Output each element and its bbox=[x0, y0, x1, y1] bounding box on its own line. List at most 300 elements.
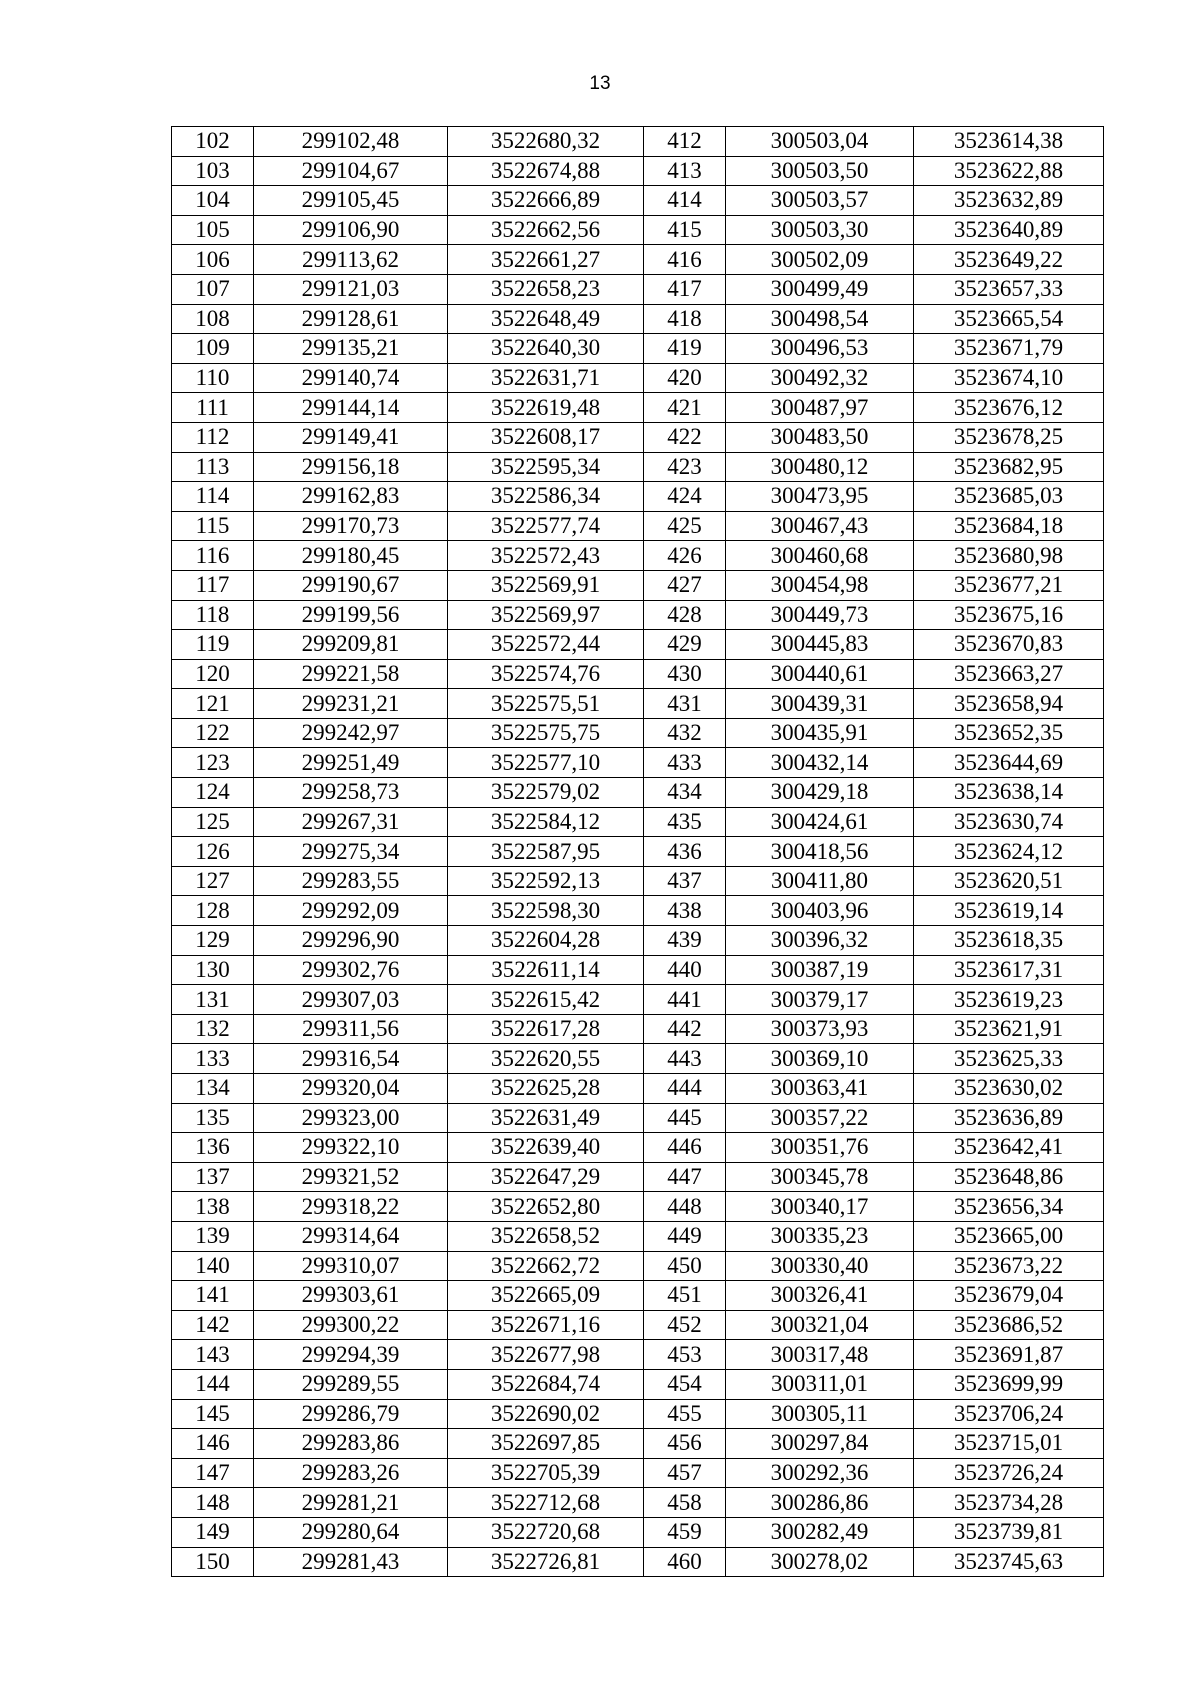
y-coordinate-cell: 3523665,54 bbox=[914, 304, 1104, 334]
table-row bbox=[172, 245, 1104, 275]
point-number-cell: 452 bbox=[644, 1310, 726, 1340]
point-number-cell: 114 bbox=[172, 482, 254, 512]
x-coordinate-cell: 299318,22 bbox=[254, 1192, 448, 1222]
x-coordinate-cell: 300357,22 bbox=[726, 1103, 914, 1133]
table-row bbox=[172, 1310, 1104, 1340]
y-coordinate-cell: 3522611,14 bbox=[448, 955, 644, 985]
table-row bbox=[172, 807, 1104, 837]
point-number-cell: 142 bbox=[172, 1310, 254, 1340]
point-number-cell: 136 bbox=[172, 1133, 254, 1163]
point-number-cell: 446 bbox=[644, 1133, 726, 1163]
y-coordinate-cell: 3523624,12 bbox=[914, 837, 1104, 867]
point-number-cell: 460 bbox=[644, 1547, 726, 1577]
point-number-cell: 440 bbox=[644, 955, 726, 985]
x-coordinate-cell: 300363,41 bbox=[726, 1074, 914, 1104]
x-coordinate-cell: 300351,76 bbox=[726, 1133, 914, 1163]
x-coordinate-cell: 300311,01 bbox=[726, 1369, 914, 1399]
y-coordinate-cell: 3522617,28 bbox=[448, 1014, 644, 1044]
x-coordinate-cell: 300292,36 bbox=[726, 1458, 914, 1488]
x-coordinate-cell: 300498,54 bbox=[726, 304, 914, 334]
y-coordinate-cell: 3523649,22 bbox=[914, 245, 1104, 275]
table-row bbox=[172, 689, 1104, 719]
y-coordinate-cell: 3522662,56 bbox=[448, 215, 644, 245]
table-row bbox=[172, 600, 1104, 630]
point-number-cell: 450 bbox=[644, 1251, 726, 1281]
point-number-cell: 131 bbox=[172, 985, 254, 1015]
x-coordinate-cell: 299104,67 bbox=[254, 156, 448, 186]
table-row bbox=[172, 1399, 1104, 1429]
x-coordinate-cell: 300445,83 bbox=[726, 630, 914, 660]
table-row bbox=[172, 1488, 1104, 1518]
x-coordinate-cell: 299294,39 bbox=[254, 1340, 448, 1370]
x-coordinate-cell: 300379,17 bbox=[726, 985, 914, 1015]
point-number-cell: 143 bbox=[172, 1340, 254, 1370]
x-coordinate-cell: 300305,11 bbox=[726, 1399, 914, 1429]
y-coordinate-cell: 3522658,23 bbox=[448, 274, 644, 304]
table-row bbox=[172, 1162, 1104, 1192]
y-coordinate-cell: 3523675,16 bbox=[914, 600, 1104, 630]
x-coordinate-cell: 299320,04 bbox=[254, 1074, 448, 1104]
table-row bbox=[172, 1014, 1104, 1044]
table-row bbox=[172, 570, 1104, 600]
point-number-cell: 453 bbox=[644, 1340, 726, 1370]
x-coordinate-cell: 299292,09 bbox=[254, 896, 448, 926]
table-row bbox=[172, 837, 1104, 867]
y-coordinate-cell: 3523620,51 bbox=[914, 866, 1104, 896]
y-coordinate-cell: 3523619,14 bbox=[914, 896, 1104, 926]
table-row bbox=[172, 1458, 1104, 1488]
x-coordinate-cell: 299283,26 bbox=[254, 1458, 448, 1488]
y-coordinate-cell: 3522712,68 bbox=[448, 1488, 644, 1518]
x-coordinate-cell: 299314,64 bbox=[254, 1221, 448, 1251]
x-coordinate-cell: 300321,04 bbox=[726, 1310, 914, 1340]
point-number-cell: 120 bbox=[172, 659, 254, 689]
y-coordinate-cell: 3522575,51 bbox=[448, 689, 644, 719]
y-coordinate-cell: 3522574,76 bbox=[448, 659, 644, 689]
x-coordinate-cell: 299242,97 bbox=[254, 718, 448, 748]
x-coordinate-cell: 299300,22 bbox=[254, 1310, 448, 1340]
y-coordinate-cell: 3523617,31 bbox=[914, 955, 1104, 985]
y-coordinate-cell: 3523614,38 bbox=[914, 127, 1104, 157]
point-number-cell: 434 bbox=[644, 778, 726, 808]
table-row bbox=[172, 659, 1104, 689]
point-number-cell: 443 bbox=[644, 1044, 726, 1074]
x-coordinate-cell: 300424,61 bbox=[726, 807, 914, 837]
x-coordinate-cell: 300278,02 bbox=[726, 1547, 914, 1577]
x-coordinate-cell: 300317,48 bbox=[726, 1340, 914, 1370]
x-coordinate-cell: 299170,73 bbox=[254, 511, 448, 541]
y-coordinate-cell: 3523644,69 bbox=[914, 748, 1104, 778]
x-coordinate-cell: 300335,23 bbox=[726, 1221, 914, 1251]
point-number-cell: 148 bbox=[172, 1488, 254, 1518]
x-coordinate-cell: 299231,21 bbox=[254, 689, 448, 719]
table-row bbox=[172, 541, 1104, 571]
y-coordinate-cell: 3522684,74 bbox=[448, 1369, 644, 1399]
point-number-cell: 438 bbox=[644, 896, 726, 926]
y-coordinate-cell: 3523671,79 bbox=[914, 334, 1104, 364]
point-number-cell: 448 bbox=[644, 1192, 726, 1222]
x-coordinate-cell: 300387,19 bbox=[726, 955, 914, 985]
table-row bbox=[172, 422, 1104, 452]
point-number-cell: 138 bbox=[172, 1192, 254, 1222]
x-coordinate-cell: 299283,55 bbox=[254, 866, 448, 896]
y-coordinate-cell: 3523618,35 bbox=[914, 926, 1104, 956]
x-coordinate-cell: 299156,18 bbox=[254, 452, 448, 482]
y-coordinate-cell: 3523636,89 bbox=[914, 1103, 1104, 1133]
x-coordinate-cell: 300373,93 bbox=[726, 1014, 914, 1044]
y-coordinate-cell: 3523674,10 bbox=[914, 363, 1104, 393]
y-coordinate-cell: 3522658,52 bbox=[448, 1221, 644, 1251]
point-number-cell: 437 bbox=[644, 866, 726, 896]
point-number-cell: 444 bbox=[644, 1074, 726, 1104]
x-coordinate-cell: 300340,17 bbox=[726, 1192, 914, 1222]
y-coordinate-cell: 3523677,21 bbox=[914, 570, 1104, 600]
point-number-cell: 119 bbox=[172, 630, 254, 660]
y-coordinate-cell: 3523678,25 bbox=[914, 422, 1104, 452]
y-coordinate-cell: 3522720,68 bbox=[448, 1517, 644, 1547]
x-coordinate-cell: 300487,97 bbox=[726, 393, 914, 423]
x-coordinate-cell: 300480,12 bbox=[726, 452, 914, 482]
point-number-cell: 123 bbox=[172, 748, 254, 778]
x-coordinate-cell: 300429,18 bbox=[726, 778, 914, 808]
point-number-cell: 139 bbox=[172, 1221, 254, 1251]
x-coordinate-cell: 300483,50 bbox=[726, 422, 914, 452]
table-row bbox=[172, 778, 1104, 808]
point-number-cell: 427 bbox=[644, 570, 726, 600]
y-coordinate-cell: 3523679,04 bbox=[914, 1281, 1104, 1311]
point-number-cell: 106 bbox=[172, 245, 254, 275]
y-coordinate-cell: 3522690,02 bbox=[448, 1399, 644, 1429]
point-number-cell: 441 bbox=[644, 985, 726, 1015]
table-row bbox=[172, 896, 1104, 926]
y-coordinate-cell: 3522619,48 bbox=[448, 393, 644, 423]
y-coordinate-cell: 3523657,33 bbox=[914, 274, 1104, 304]
y-coordinate-cell: 3522674,88 bbox=[448, 156, 644, 186]
table-row bbox=[172, 1547, 1104, 1577]
y-coordinate-cell: 3523715,01 bbox=[914, 1429, 1104, 1459]
coordinates-table-body bbox=[172, 127, 1104, 1577]
point-number-cell: 133 bbox=[172, 1044, 254, 1074]
point-number-cell: 121 bbox=[172, 689, 254, 719]
point-number-cell: 104 bbox=[172, 186, 254, 216]
x-coordinate-cell: 300403,96 bbox=[726, 896, 914, 926]
x-coordinate-cell: 299121,03 bbox=[254, 274, 448, 304]
y-coordinate-cell: 3522615,42 bbox=[448, 985, 644, 1015]
x-coordinate-cell: 299140,74 bbox=[254, 363, 448, 393]
table-row bbox=[172, 1281, 1104, 1311]
point-number-cell: 416 bbox=[644, 245, 726, 275]
y-coordinate-cell: 3522608,17 bbox=[448, 422, 644, 452]
table-row bbox=[172, 1340, 1104, 1370]
y-coordinate-cell: 3522631,49 bbox=[448, 1103, 644, 1133]
y-coordinate-cell: 3522652,80 bbox=[448, 1192, 644, 1222]
x-coordinate-cell: 300496,53 bbox=[726, 334, 914, 364]
point-number-cell: 130 bbox=[172, 955, 254, 985]
point-number-cell: 128 bbox=[172, 896, 254, 926]
x-coordinate-cell: 300467,43 bbox=[726, 511, 914, 541]
point-number-cell: 420 bbox=[644, 363, 726, 393]
table-row bbox=[172, 1074, 1104, 1104]
table-row bbox=[172, 156, 1104, 186]
point-number-cell: 132 bbox=[172, 1014, 254, 1044]
y-coordinate-cell: 3522584,12 bbox=[448, 807, 644, 837]
table-row bbox=[172, 718, 1104, 748]
y-coordinate-cell: 3523673,22 bbox=[914, 1251, 1104, 1281]
table-row bbox=[172, 482, 1104, 512]
y-coordinate-cell: 3522705,39 bbox=[448, 1458, 644, 1488]
y-coordinate-cell: 3522639,40 bbox=[448, 1133, 644, 1163]
y-coordinate-cell: 3522577,10 bbox=[448, 748, 644, 778]
x-coordinate-cell: 300345,78 bbox=[726, 1162, 914, 1192]
x-coordinate-cell: 300503,50 bbox=[726, 156, 914, 186]
x-coordinate-cell: 299102,48 bbox=[254, 127, 448, 157]
x-coordinate-cell: 300435,91 bbox=[726, 718, 914, 748]
point-number-cell: 429 bbox=[644, 630, 726, 660]
table-row bbox=[172, 1103, 1104, 1133]
table-row bbox=[172, 985, 1104, 1015]
x-coordinate-cell: 300499,49 bbox=[726, 274, 914, 304]
x-coordinate-cell: 299281,21 bbox=[254, 1488, 448, 1518]
y-coordinate-cell: 3523642,41 bbox=[914, 1133, 1104, 1163]
x-coordinate-cell: 299149,41 bbox=[254, 422, 448, 452]
y-coordinate-cell: 3522620,55 bbox=[448, 1044, 644, 1074]
y-coordinate-cell: 3523640,89 bbox=[914, 215, 1104, 245]
x-coordinate-cell: 300432,14 bbox=[726, 748, 914, 778]
y-coordinate-cell: 3523648,86 bbox=[914, 1162, 1104, 1192]
point-number-cell: 117 bbox=[172, 570, 254, 600]
point-number-cell: 105 bbox=[172, 215, 254, 245]
y-coordinate-cell: 3522586,34 bbox=[448, 482, 644, 512]
point-number-cell: 432 bbox=[644, 718, 726, 748]
table-row bbox=[172, 630, 1104, 660]
x-coordinate-cell: 299190,67 bbox=[254, 570, 448, 600]
point-number-cell: 449 bbox=[644, 1221, 726, 1251]
y-coordinate-cell: 3522647,29 bbox=[448, 1162, 644, 1192]
y-coordinate-cell: 3523670,83 bbox=[914, 630, 1104, 660]
y-coordinate-cell: 3523739,81 bbox=[914, 1517, 1104, 1547]
table-row bbox=[172, 215, 1104, 245]
x-coordinate-cell: 299106,90 bbox=[254, 215, 448, 245]
x-coordinate-cell: 299105,45 bbox=[254, 186, 448, 216]
x-coordinate-cell: 299199,56 bbox=[254, 600, 448, 630]
y-coordinate-cell: 3522598,30 bbox=[448, 896, 644, 926]
point-number-cell: 146 bbox=[172, 1429, 254, 1459]
table-row bbox=[172, 866, 1104, 896]
point-number-cell: 412 bbox=[644, 127, 726, 157]
table-row bbox=[172, 304, 1104, 334]
x-coordinate-cell: 299221,58 bbox=[254, 659, 448, 689]
point-number-cell: 414 bbox=[644, 186, 726, 216]
table-row bbox=[172, 511, 1104, 541]
point-number-cell: 421 bbox=[644, 393, 726, 423]
point-number-cell: 102 bbox=[172, 127, 254, 157]
y-coordinate-cell: 3523699,99 bbox=[914, 1369, 1104, 1399]
x-coordinate-cell: 299135,21 bbox=[254, 334, 448, 364]
table-row bbox=[172, 1133, 1104, 1163]
x-coordinate-cell: 299267,31 bbox=[254, 807, 448, 837]
y-coordinate-cell: 3523622,88 bbox=[914, 156, 1104, 186]
table-row bbox=[172, 926, 1104, 956]
point-number-cell: 144 bbox=[172, 1369, 254, 1399]
point-number-cell: 107 bbox=[172, 274, 254, 304]
y-coordinate-cell: 3523686,52 bbox=[914, 1310, 1104, 1340]
x-coordinate-cell: 299302,76 bbox=[254, 955, 448, 985]
x-coordinate-cell: 299289,55 bbox=[254, 1369, 448, 1399]
point-number-cell: 456 bbox=[644, 1429, 726, 1459]
point-number-cell: 122 bbox=[172, 718, 254, 748]
x-coordinate-cell: 299281,43 bbox=[254, 1547, 448, 1577]
x-coordinate-cell: 300503,57 bbox=[726, 186, 914, 216]
y-coordinate-cell: 3522661,27 bbox=[448, 245, 644, 275]
y-coordinate-cell: 3522569,97 bbox=[448, 600, 644, 630]
point-number-cell: 431 bbox=[644, 689, 726, 719]
x-coordinate-cell: 299310,07 bbox=[254, 1251, 448, 1281]
x-coordinate-cell: 300411,80 bbox=[726, 866, 914, 896]
point-number-cell: 436 bbox=[644, 837, 726, 867]
x-coordinate-cell: 299307,03 bbox=[254, 985, 448, 1015]
point-number-cell: 116 bbox=[172, 541, 254, 571]
table-row bbox=[172, 1192, 1104, 1222]
point-number-cell: 150 bbox=[172, 1547, 254, 1577]
point-number-cell: 424 bbox=[644, 482, 726, 512]
point-number-cell: 430 bbox=[644, 659, 726, 689]
y-coordinate-cell: 3523625,33 bbox=[914, 1044, 1104, 1074]
point-number-cell: 428 bbox=[644, 600, 726, 630]
point-number-cell: 454 bbox=[644, 1369, 726, 1399]
x-coordinate-cell: 299303,61 bbox=[254, 1281, 448, 1311]
x-coordinate-cell: 300326,41 bbox=[726, 1281, 914, 1311]
y-coordinate-cell: 3523630,74 bbox=[914, 807, 1104, 837]
y-coordinate-cell: 3522671,16 bbox=[448, 1310, 644, 1340]
x-coordinate-cell: 300439,31 bbox=[726, 689, 914, 719]
x-coordinate-cell: 299286,79 bbox=[254, 1399, 448, 1429]
y-coordinate-cell: 3523619,23 bbox=[914, 985, 1104, 1015]
y-coordinate-cell: 3522577,74 bbox=[448, 511, 644, 541]
y-coordinate-cell: 3522625,28 bbox=[448, 1074, 644, 1104]
x-coordinate-cell: 300473,95 bbox=[726, 482, 914, 512]
point-number-cell: 111 bbox=[172, 393, 254, 423]
point-number-cell: 110 bbox=[172, 363, 254, 393]
point-number-cell: 439 bbox=[644, 926, 726, 956]
point-number-cell: 108 bbox=[172, 304, 254, 334]
y-coordinate-cell: 3523676,12 bbox=[914, 393, 1104, 423]
point-number-cell: 137 bbox=[172, 1162, 254, 1192]
y-coordinate-cell: 3523663,27 bbox=[914, 659, 1104, 689]
x-coordinate-cell: 300297,84 bbox=[726, 1429, 914, 1459]
y-coordinate-cell: 3522572,43 bbox=[448, 541, 644, 571]
y-coordinate-cell: 3523665,00 bbox=[914, 1221, 1104, 1251]
point-number-cell: 442 bbox=[644, 1014, 726, 1044]
x-coordinate-cell: 300282,49 bbox=[726, 1517, 914, 1547]
point-number-cell: 423 bbox=[644, 452, 726, 482]
point-number-cell: 124 bbox=[172, 778, 254, 808]
y-coordinate-cell: 3522569,91 bbox=[448, 570, 644, 600]
point-number-cell: 447 bbox=[644, 1162, 726, 1192]
y-coordinate-cell: 3522604,28 bbox=[448, 926, 644, 956]
table-row bbox=[172, 1251, 1104, 1281]
point-number-cell: 413 bbox=[644, 156, 726, 186]
x-coordinate-cell: 300503,30 bbox=[726, 215, 914, 245]
x-coordinate-cell: 299296,90 bbox=[254, 926, 448, 956]
x-coordinate-cell: 300454,98 bbox=[726, 570, 914, 600]
point-number-cell: 125 bbox=[172, 807, 254, 837]
y-coordinate-cell: 3523684,18 bbox=[914, 511, 1104, 541]
y-coordinate-cell: 3523682,95 bbox=[914, 452, 1104, 482]
point-number-cell: 127 bbox=[172, 866, 254, 896]
y-coordinate-cell: 3522572,44 bbox=[448, 630, 644, 660]
point-number-cell: 419 bbox=[644, 334, 726, 364]
table-row bbox=[172, 955, 1104, 985]
y-coordinate-cell: 3523685,03 bbox=[914, 482, 1104, 512]
y-coordinate-cell: 3522631,71 bbox=[448, 363, 644, 393]
x-coordinate-cell: 300418,56 bbox=[726, 837, 914, 867]
point-number-cell: 112 bbox=[172, 422, 254, 452]
point-number-cell: 417 bbox=[644, 274, 726, 304]
point-number-cell: 455 bbox=[644, 1399, 726, 1429]
x-coordinate-cell: 299316,54 bbox=[254, 1044, 448, 1074]
table-row bbox=[172, 363, 1104, 393]
x-coordinate-cell: 299321,52 bbox=[254, 1162, 448, 1192]
x-coordinate-cell: 299144,14 bbox=[254, 393, 448, 423]
y-coordinate-cell: 3523630,02 bbox=[914, 1074, 1104, 1104]
x-coordinate-cell: 299323,00 bbox=[254, 1103, 448, 1133]
y-coordinate-cell: 3523706,24 bbox=[914, 1399, 1104, 1429]
x-coordinate-cell: 299209,81 bbox=[254, 630, 448, 660]
point-number-cell: 129 bbox=[172, 926, 254, 956]
point-number-cell: 145 bbox=[172, 1399, 254, 1429]
x-coordinate-cell: 299258,73 bbox=[254, 778, 448, 808]
x-coordinate-cell: 299251,49 bbox=[254, 748, 448, 778]
table-row bbox=[172, 1044, 1104, 1074]
point-number-cell: 457 bbox=[644, 1458, 726, 1488]
y-coordinate-cell: 3522640,30 bbox=[448, 334, 644, 364]
table-row bbox=[172, 1429, 1104, 1459]
table-row bbox=[172, 1517, 1104, 1547]
x-coordinate-cell: 299311,56 bbox=[254, 1014, 448, 1044]
point-number-cell: 415 bbox=[644, 215, 726, 245]
x-coordinate-cell: 300460,68 bbox=[726, 541, 914, 571]
x-coordinate-cell: 300330,40 bbox=[726, 1251, 914, 1281]
y-coordinate-cell: 3522579,02 bbox=[448, 778, 644, 808]
point-number-cell: 115 bbox=[172, 511, 254, 541]
x-coordinate-cell: 299113,62 bbox=[254, 245, 448, 275]
point-number-cell: 459 bbox=[644, 1517, 726, 1547]
point-number-cell: 141 bbox=[172, 1281, 254, 1311]
x-coordinate-cell: 300449,73 bbox=[726, 600, 914, 630]
y-coordinate-cell: 3522697,85 bbox=[448, 1429, 644, 1459]
coordinates-table bbox=[171, 126, 1104, 1577]
point-number-cell: 140 bbox=[172, 1251, 254, 1281]
point-number-cell: 433 bbox=[644, 748, 726, 778]
point-number-cell: 113 bbox=[172, 452, 254, 482]
table-row bbox=[172, 334, 1104, 364]
y-coordinate-cell: 3522677,98 bbox=[448, 1340, 644, 1370]
point-number-cell: 126 bbox=[172, 837, 254, 867]
point-number-cell: 134 bbox=[172, 1074, 254, 1104]
point-number-cell: 445 bbox=[644, 1103, 726, 1133]
y-coordinate-cell: 3523726,24 bbox=[914, 1458, 1104, 1488]
x-coordinate-cell: 299128,61 bbox=[254, 304, 448, 334]
y-coordinate-cell: 3523658,94 bbox=[914, 689, 1104, 719]
y-coordinate-cell: 3522595,34 bbox=[448, 452, 644, 482]
y-coordinate-cell: 3522587,95 bbox=[448, 837, 644, 867]
point-number-cell: 426 bbox=[644, 541, 726, 571]
y-coordinate-cell: 3523745,63 bbox=[914, 1547, 1104, 1577]
table-row bbox=[172, 748, 1104, 778]
y-coordinate-cell: 3523680,98 bbox=[914, 541, 1104, 571]
x-coordinate-cell: 299322,10 bbox=[254, 1133, 448, 1163]
y-coordinate-cell: 3522648,49 bbox=[448, 304, 644, 334]
